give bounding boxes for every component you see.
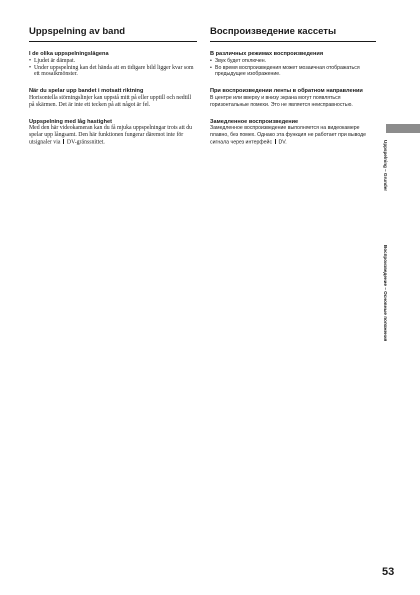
russian-heading-modes: В различных режимах воспроизведения: [210, 51, 324, 57]
swedish-heading-reverse: När du spelar upp bandet i motsatt riktning: [29, 88, 144, 95]
swedish-bullet-1: [29, 58, 197, 65]
russian-bullet-2: [210, 65, 376, 79]
swedish-paragraph-reverse: Horisontella störningslinjer kan uppstå mitt på eller upptill och nedtill på skärmen. Det är inte ett tecken på att något är fel.: [29, 94, 192, 108]
swedish-paragraph-slow-end: DV-gränssnittet.: [66, 139, 105, 146]
swedish-column: [29, 26, 197, 146]
swedish-paragraph-slow-text: Med den här videokameran kan du få mjuka uppspelningar trots att du spelar upp långsamt. Den här funktionen fungerar däremot inte för utsignaler via: [29, 125, 193, 146]
russian-bullet-1: [210, 58, 376, 65]
russian-paragraph-slow: [210, 125, 376, 146]
dv-interface-icon: [63, 139, 65, 144]
side-label-swedish: Uppspelning – Grunder: [383, 140, 388, 192]
russian-section-title: Воспроизведение кассеты: [210, 26, 376, 42]
side-label-russian: Воспроизведение – Основные положения: [383, 245, 388, 342]
swedish-bullet-2: [29, 65, 197, 79]
bullet-dot-icon: •: [29, 57, 32, 64]
page-number: 53: [382, 566, 395, 578]
russian-heading-reverse: При воспроизведении ленты в обратном направлении: [210, 88, 363, 95]
russian-column: [210, 26, 376, 146]
swedish-heading-modes: I de olika uppspelningslägena: [29, 51, 109, 57]
russian-paragraph-slow-text: Замедленное воспроизведение выполняется на видеокамере плавно, без помех. Однако эта функция не работает при выводе сигнала через интерфейс: [210, 125, 367, 146]
bullet-dot-icon: •: [29, 64, 32, 71]
russian-paragraph-slow-end: DV.: [278, 139, 287, 146]
russian-heading-slow: Замедленное воспроизведение: [210, 118, 299, 125]
russian-paragraph-reverse: В центре или вверху и внизу экрана могут появляться горизонтальные помехи. Это не является неисправностью.: [210, 94, 353, 108]
russian-bullet-2-text: Во время воспроизведения может мозаичная отображаться предыдущее изображение.: [215, 64, 360, 78]
swedish-section-title: Uppspelning av band: [29, 26, 197, 42]
swedish-bullet-1-text: Ljudet är dämpat.: [34, 57, 76, 64]
bullet-dot-icon: •: [210, 57, 212, 64]
swedish-bullet-2-text: Under uppspelning kan det hända att en tidigare bild ligger kvar som ett mosaikmönster.: [34, 64, 194, 78]
russian-bullet-1-text: Звук будет отключен.: [215, 57, 267, 64]
bullet-dot-icon: •: [210, 64, 212, 71]
swedish-heading-slow: Uppspelning med låg hastighet: [29, 118, 112, 125]
swedish-paragraph-slow: [29, 125, 197, 146]
chapter-tab-marker: [386, 124, 420, 133]
dv-interface-icon: [275, 139, 277, 144]
